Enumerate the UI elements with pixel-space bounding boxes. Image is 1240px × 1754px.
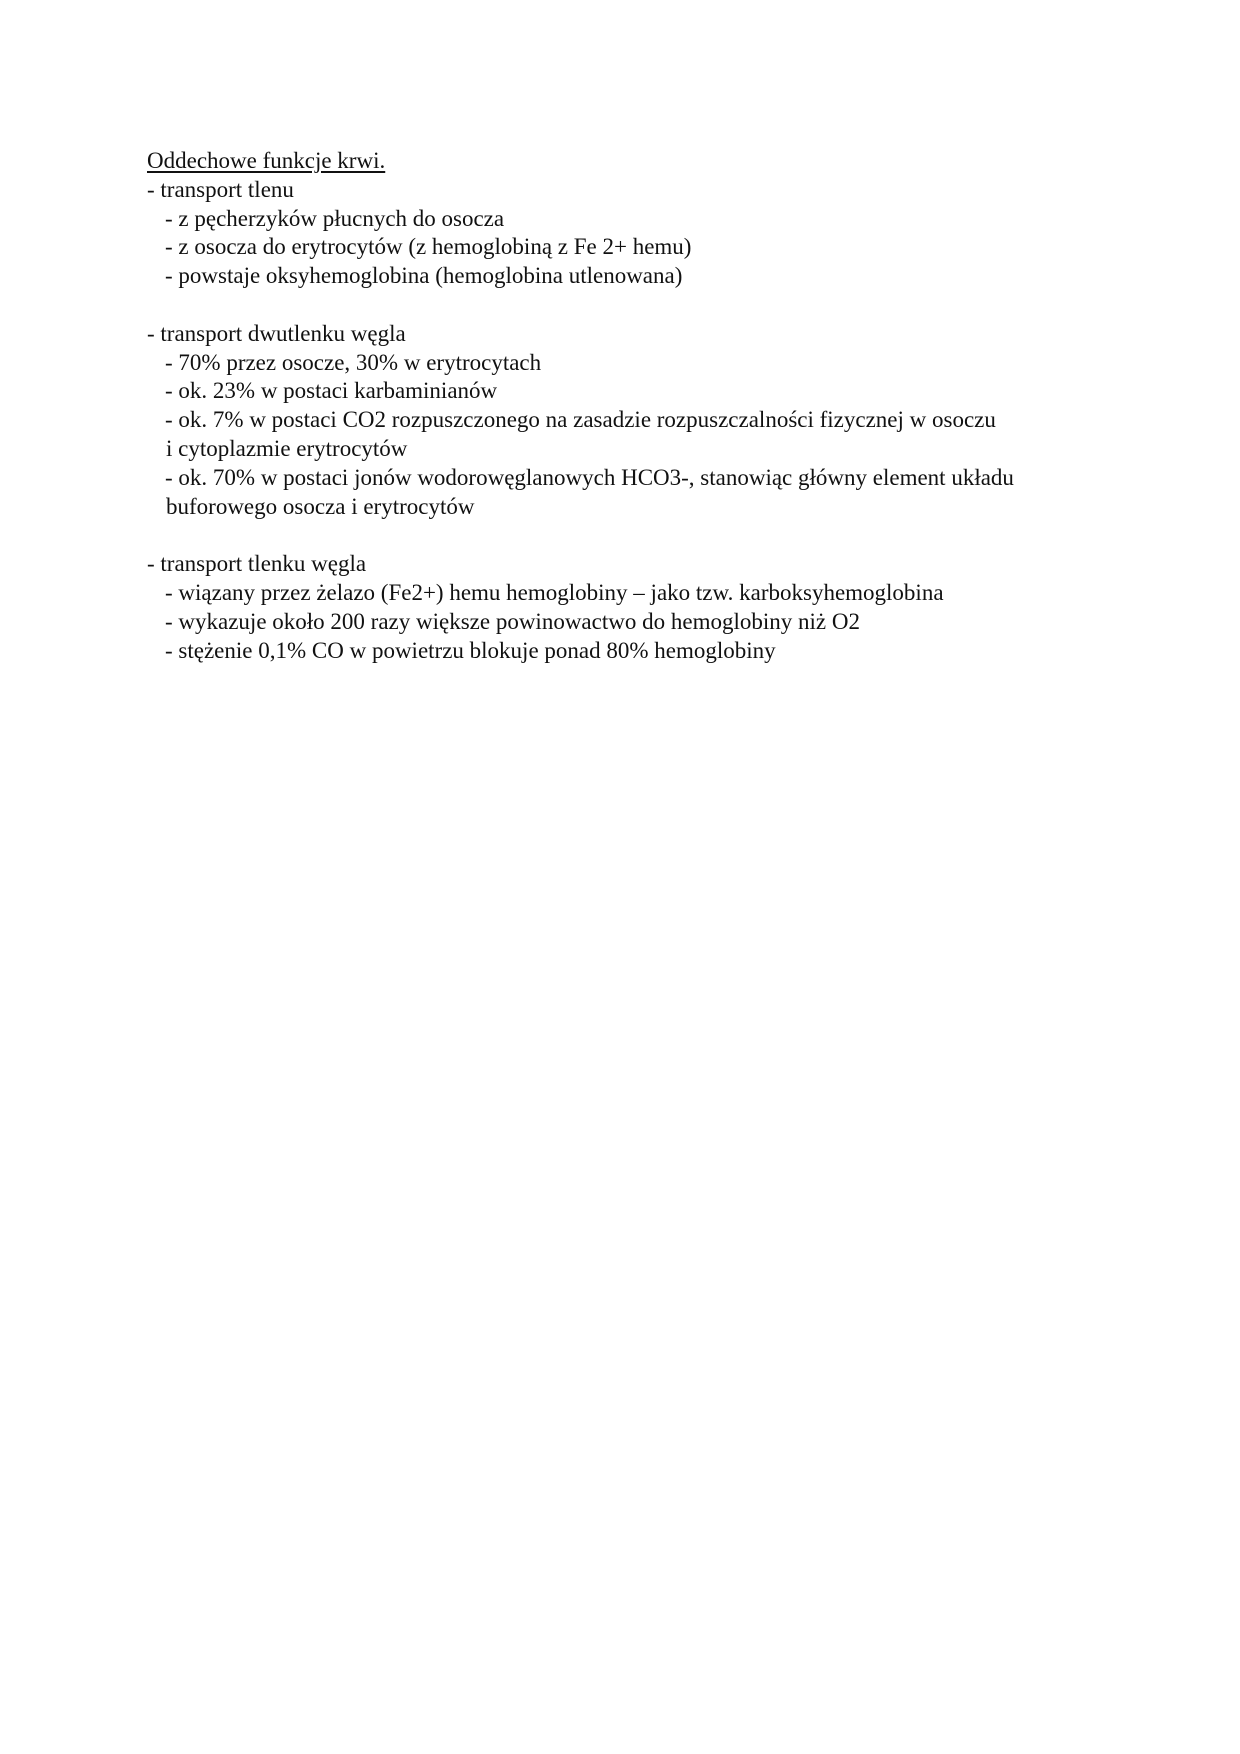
list-item: - z osocza do erytrocytów (z hemoglobiną z Fe 2+ hemu): [165, 234, 692, 260]
list-item-continuation: i cytoplazmie erytrocytów: [166, 435, 408, 461]
paragraph-gap: [147, 291, 1127, 320]
list-item: - stężenie 0,1% CO w powietrzu blokuje ponad 80% hemoglobiny: [165, 637, 776, 663]
list-item: - powstaje oksyhemoglobina (hemoglobina utlenowana): [165, 263, 683, 289]
list-item: - ok. 23% w postaci karbaminianów: [165, 378, 498, 404]
list-item: - ok. 7% w postaci CO2 rozpuszczonego na zasadzie rozpuszczalności fizycznej w osoczu: [165, 407, 996, 433]
list-item: - wiązany przez żelazo (Fe2+) hemu hemoglobiny – jako tzw. karboksyhemoglobina: [165, 579, 944, 605]
document-title: Oddechowe funkcje krwi.: [147, 148, 386, 173]
list-item: - 70% przez osocze, 30% w erytrocytach: [165, 349, 542, 375]
list-item-continuation: buforowego osocza i erytrocytów: [166, 493, 475, 519]
section-heading-carbon-dioxide: - transport dwutlenku węgla: [147, 320, 406, 346]
list-item: - wykazuje około 200 razy większe powinowactwo do hemoglobiny niż O2: [165, 608, 860, 634]
section-heading-oxygen: - transport tlenu: [147, 176, 294, 202]
document-body: [147, 147, 1127, 665]
paragraph-gap: [147, 521, 1127, 550]
list-item: - z pęcherzyków płucnych do osocza: [165, 205, 505, 231]
list-item: - ok. 70% w postaci jonów wodorowęglanowych HCO3-, stanowiąc główny element układu: [165, 464, 1014, 490]
section-heading-carbon-monoxide: - transport tlenku węgla: [147, 551, 367, 577]
